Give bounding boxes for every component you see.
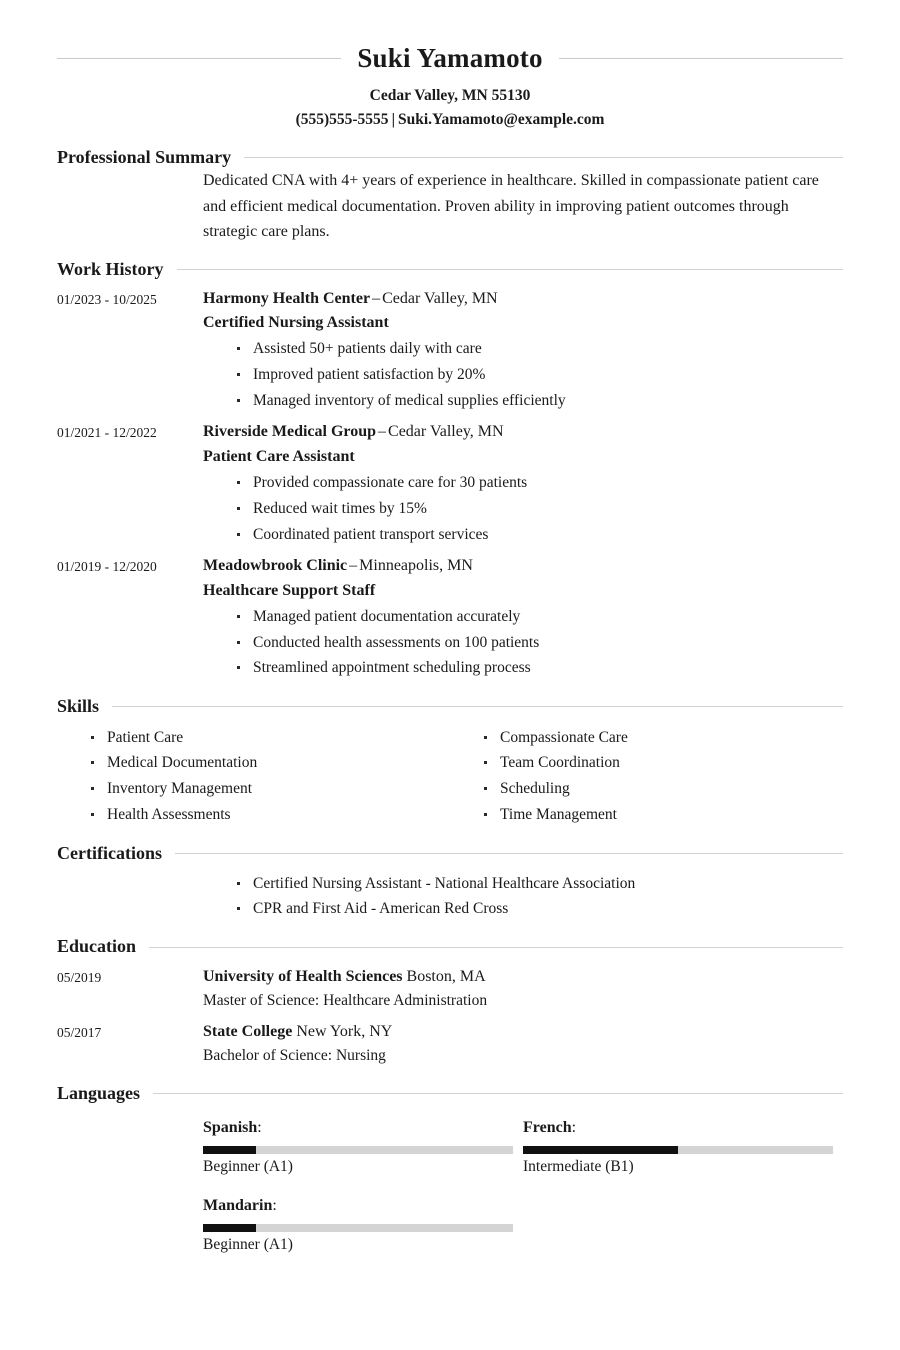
section-professional-summary bbox=[57, 147, 843, 244]
section-title-certifications: Certifications bbox=[57, 842, 162, 863]
work-bullet: Managed patient documentation accurately bbox=[203, 604, 843, 630]
name-row bbox=[57, 44, 843, 74]
language-name: Mandarin bbox=[203, 1197, 273, 1215]
section-rule bbox=[149, 947, 843, 948]
skills-columns bbox=[57, 724, 843, 828]
certification-item: CPR and First Aid - American Red Cross bbox=[203, 896, 843, 921]
resume-header bbox=[57, 0, 843, 132]
language-proficiency-track bbox=[523, 1146, 833, 1154]
education-school-line bbox=[203, 965, 843, 989]
work-org-line bbox=[203, 554, 843, 578]
language-name-line bbox=[523, 1116, 823, 1140]
work-bullets bbox=[203, 336, 843, 413]
work-bullet: Assisted 50+ patients daily with care bbox=[203, 336, 843, 362]
language-colon: : bbox=[571, 1119, 577, 1137]
certifications-row bbox=[57, 870, 843, 921]
certifications-gutter bbox=[57, 870, 203, 873]
work-details bbox=[203, 554, 843, 681]
section-title-languages: Languages bbox=[57, 1082, 141, 1103]
work-location: Cedar Valley, MN bbox=[382, 289, 498, 307]
skill-item: Health Assessments bbox=[57, 802, 450, 828]
section-education bbox=[57, 936, 843, 1067]
language-level: Intermediate (B1) bbox=[523, 1158, 634, 1176]
section-work-history bbox=[57, 259, 843, 681]
work-role: Certified Nursing Assistant bbox=[203, 314, 389, 332]
certifications-content bbox=[203, 870, 843, 921]
language-colon: : bbox=[257, 1119, 262, 1137]
work-entry bbox=[57, 554, 843, 681]
work-dash: – bbox=[349, 557, 358, 575]
skill-item: Patient Care bbox=[57, 725, 450, 751]
language-colon: : bbox=[272, 1197, 277, 1215]
language-proficiency-fill bbox=[203, 1146, 256, 1154]
skill-item: Compassionate Care bbox=[450, 725, 843, 751]
section-rule bbox=[153, 1093, 843, 1094]
education-school-line bbox=[203, 1020, 843, 1044]
language-proficiency-track bbox=[203, 1224, 513, 1232]
summary-content bbox=[203, 168, 843, 244]
work-bullet: Coordinated patient transport services bbox=[203, 522, 843, 548]
language-proficiency-track bbox=[203, 1146, 513, 1154]
language-item bbox=[203, 1194, 523, 1256]
language-proficiency-fill bbox=[523, 1146, 678, 1154]
work-entry bbox=[57, 420, 843, 547]
education-location: Boston, MA bbox=[406, 967, 486, 985]
certifications-list bbox=[203, 871, 843, 921]
work-company: Harmony Health Center bbox=[203, 289, 371, 307]
section-title-education: Education bbox=[57, 936, 137, 957]
skill-item: Scheduling bbox=[450, 776, 843, 802]
work-details bbox=[203, 287, 843, 414]
work-bullets bbox=[203, 470, 843, 547]
education-entry bbox=[57, 1020, 843, 1068]
section-languages bbox=[57, 1083, 843, 1273]
work-role: Healthcare Support Staff bbox=[203, 581, 376, 599]
name-rule-right bbox=[559, 58, 843, 59]
work-dash: – bbox=[372, 289, 381, 307]
work-dates: 01/2019 - 12/2020 bbox=[57, 559, 157, 575]
language-level: Beginner (A1) bbox=[203, 1158, 293, 1176]
section-rule bbox=[112, 706, 843, 707]
education-degree: Bachelor of Science: Nursing bbox=[203, 1047, 386, 1065]
skills-column-right bbox=[450, 724, 843, 828]
work-location: Cedar Valley, MN bbox=[388, 423, 504, 441]
language-name: Spanish bbox=[203, 1119, 258, 1137]
section-skills bbox=[57, 696, 843, 827]
work-bullet: Conducted health assessments on 100 patients bbox=[203, 630, 843, 656]
work-bullet: Improved patient satisfaction by 20% bbox=[203, 362, 843, 388]
summary-text: Dedicated CNA with 4+ years of experience in healthcare. Skilled in compassionate patient care and efficient medical documentation. Proven ability in improving patient outcomes through strategic care plans. bbox=[203, 172, 819, 240]
section-rule bbox=[177, 269, 844, 270]
work-company: Meadowbrook Clinic bbox=[203, 557, 348, 575]
skills-column-left bbox=[57, 724, 450, 828]
education-location: New York, NY bbox=[296, 1022, 393, 1040]
section-title-work-history: Work History bbox=[57, 259, 164, 280]
work-company: Riverside Medical Group bbox=[203, 423, 377, 441]
section-header bbox=[57, 843, 843, 865]
education-date: 05/2017 bbox=[57, 1024, 102, 1040]
work-bullet: Streamlined appointment scheduling process bbox=[203, 655, 843, 681]
work-org-line bbox=[203, 420, 843, 444]
language-name: French bbox=[523, 1119, 572, 1137]
work-dash: – bbox=[378, 423, 387, 441]
language-item bbox=[203, 1116, 523, 1178]
work-org-line bbox=[203, 287, 843, 311]
work-details bbox=[203, 420, 843, 547]
candidate-name: Suki Yamamoto bbox=[357, 43, 543, 73]
language-name-line bbox=[203, 1194, 503, 1218]
education-degree: Master of Science: Healthcare Administration bbox=[203, 992, 488, 1010]
work-bullet: Managed inventory of medical supplies efficiently bbox=[203, 388, 843, 414]
language-proficiency-fill bbox=[203, 1224, 256, 1232]
education-details bbox=[203, 1020, 843, 1068]
education-details bbox=[203, 965, 843, 1013]
work-role: Patient Care Assistant bbox=[203, 447, 355, 465]
section-rule bbox=[175, 853, 843, 854]
language-name-line bbox=[203, 1116, 503, 1140]
section-title-summary: Professional Summary bbox=[57, 146, 232, 167]
skills-list bbox=[57, 725, 450, 828]
education-school: State College bbox=[203, 1022, 293, 1040]
section-title-skills: Skills bbox=[57, 696, 100, 717]
work-bullet: Reduced wait times by 15% bbox=[203, 496, 843, 522]
skill-item: Time Management bbox=[450, 802, 843, 828]
contact-separator: | bbox=[391, 110, 395, 128]
work-bullet: Provided compassionate care for 30 patients bbox=[203, 470, 843, 496]
languages-grid bbox=[57, 1116, 843, 1273]
section-header bbox=[57, 1083, 843, 1105]
work-entry bbox=[57, 287, 843, 414]
skills-list bbox=[450, 725, 843, 828]
certification-item: Certified Nursing Assistant - National Healthcare Association bbox=[203, 871, 843, 896]
section-header bbox=[57, 936, 843, 958]
summary-gutter bbox=[57, 168, 203, 171]
contact-email: Suki.Yamamoto@example.com bbox=[397, 110, 605, 128]
section-header bbox=[57, 147, 843, 169]
name-rule-left bbox=[57, 58, 341, 59]
work-bullets bbox=[203, 604, 843, 681]
education-entry bbox=[57, 965, 843, 1013]
section-rule bbox=[244, 157, 843, 158]
section-header bbox=[57, 259, 843, 281]
work-location: Minneapolis, MN bbox=[359, 557, 473, 575]
section-certifications bbox=[57, 843, 843, 922]
work-dates: 01/2023 - 10/2025 bbox=[57, 291, 157, 307]
skill-item: Team Coordination bbox=[450, 750, 843, 776]
contact-phone-email bbox=[57, 108, 843, 132]
education-date: 05/2019 bbox=[57, 969, 102, 985]
language-level: Beginner (A1) bbox=[203, 1236, 293, 1254]
section-header bbox=[57, 696, 843, 718]
work-dates: 01/2021 - 12/2022 bbox=[57, 425, 157, 441]
language-item bbox=[523, 1116, 843, 1178]
contact-phone: (555)555-5555 bbox=[295, 110, 389, 128]
contact-address: Cedar Valley, MN 55130 bbox=[369, 86, 531, 104]
skill-item: Inventory Management bbox=[57, 776, 450, 802]
education-school: University of Health Sciences bbox=[203, 967, 403, 985]
skill-item: Medical Documentation bbox=[57, 750, 450, 776]
summary-row bbox=[57, 168, 843, 244]
